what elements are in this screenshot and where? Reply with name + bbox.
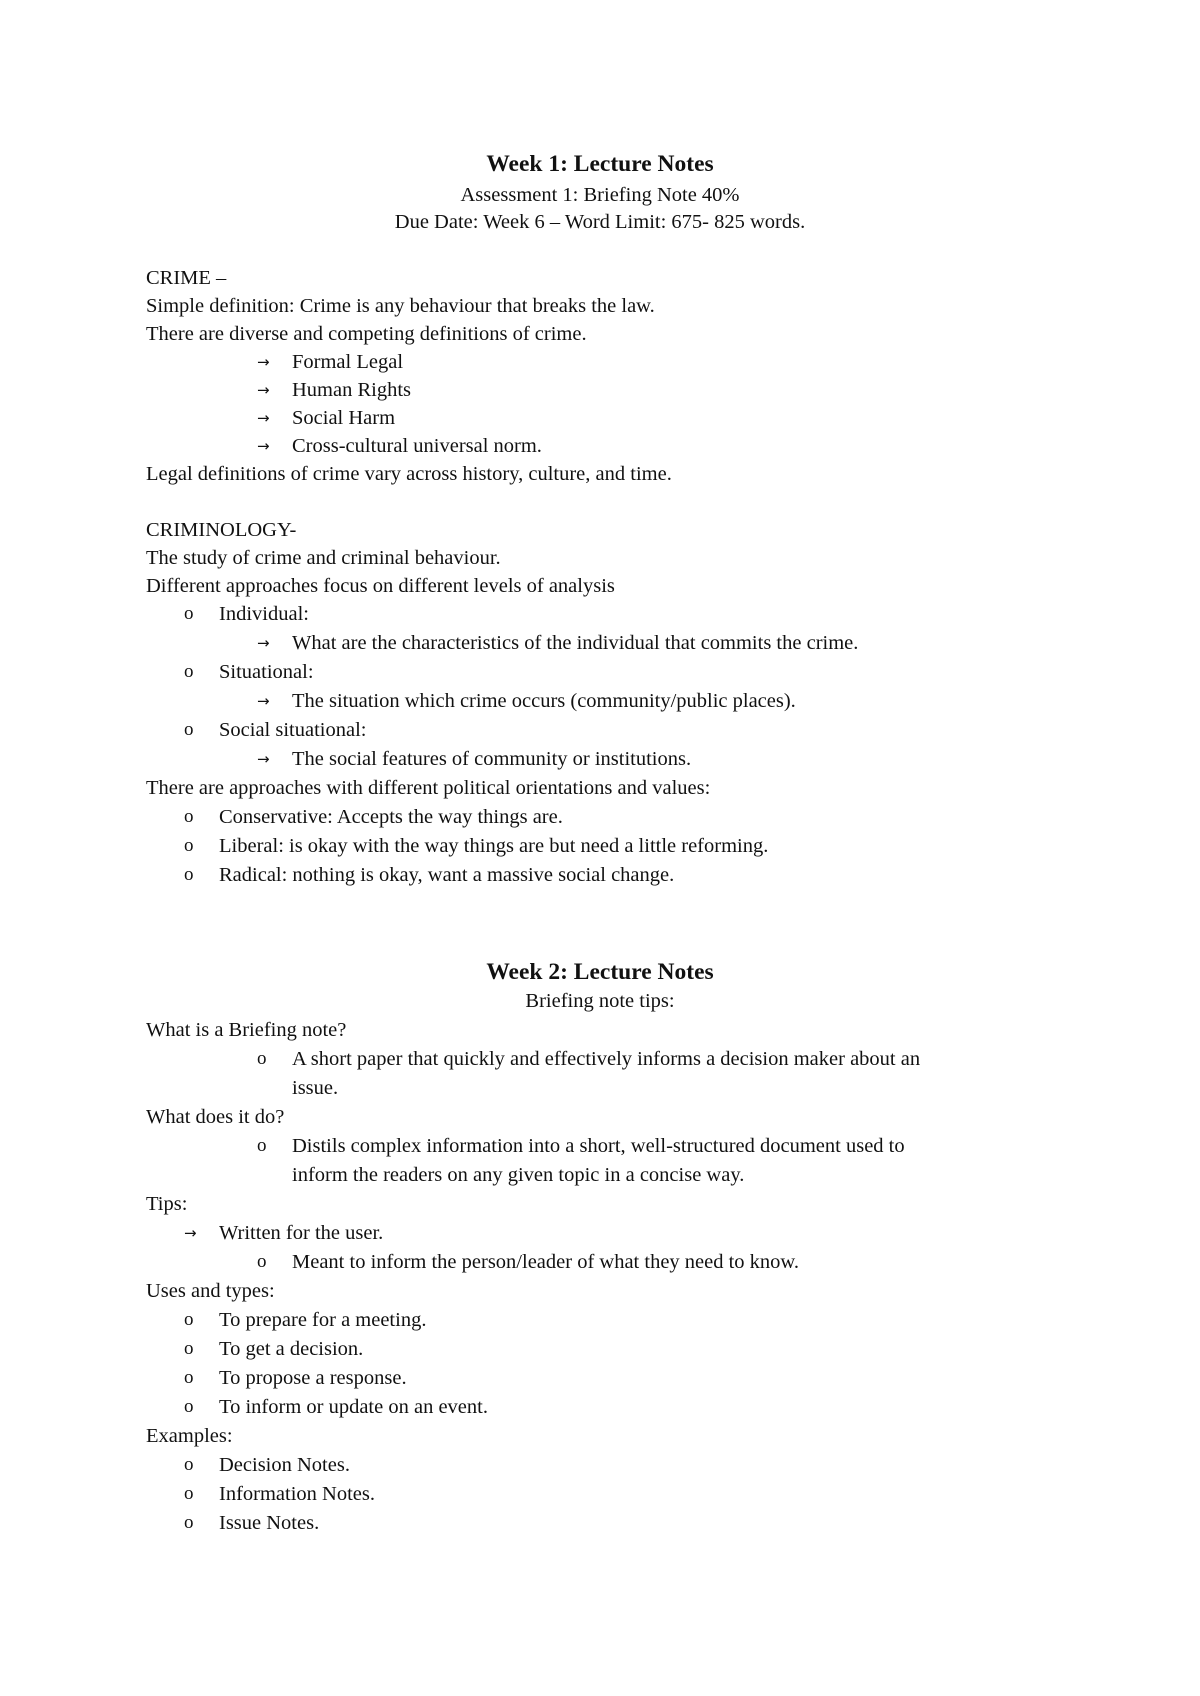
arrow-marker: → (257, 692, 270, 710)
week2-subtitle: Briefing note tips: (525, 990, 675, 1012)
tip-item: Written for the user. (219, 1222, 384, 1244)
orientation-item: Liberal: is okay with the way things are but need a little reforming. (219, 835, 769, 857)
week1-title: Week 1: Lecture Notes (486, 151, 714, 177)
purpose-question: What does it do? (146, 1106, 285, 1128)
bullet-marker: o (184, 864, 194, 885)
crime-definition-item: Cross-cultural universal norm. (292, 435, 542, 457)
crime-heading: CRIME – (146, 267, 227, 289)
bullet-marker: o (184, 1309, 194, 1330)
bullet-marker: o (257, 1048, 267, 1069)
example-item: Information Notes. (219, 1483, 375, 1505)
bullet-marker: o (184, 661, 194, 682)
analysis-level-label: Individual: (219, 603, 309, 625)
arrow-marker: → (257, 409, 270, 427)
arrow-marker: → (257, 437, 270, 455)
arrow-marker: → (184, 1224, 197, 1242)
bullet-marker: o (184, 835, 194, 856)
use-item: To inform or update on an event. (219, 1396, 488, 1418)
bullet-marker: o (184, 1483, 194, 1504)
arrow-marker: → (257, 381, 270, 399)
bullet-marker: o (257, 1251, 267, 1272)
criminology-heading: CRIMINOLOGY- (146, 519, 297, 541)
briefing-note-answer: issue. (292, 1077, 339, 1099)
crime-diverse-definitions: There are diverse and competing definitions of crime. (146, 323, 587, 345)
analysis-level-detail: The situation which crime occurs (community/public places). (292, 690, 796, 712)
tips-heading: Tips: (146, 1193, 188, 1215)
crime-definition-item: Social Harm (292, 407, 396, 429)
briefing-note-answer: A short paper that quickly and effectively informs a decision maker about an (292, 1048, 921, 1070)
week2-title: Week 2: Lecture Notes (486, 959, 714, 985)
use-item: To prepare for a meeting. (219, 1309, 427, 1331)
week1-due-date: Due Date: Week 6 – Word Limit: 675- 825 words. (394, 211, 806, 233)
analysis-level-label: Social situational: (219, 719, 367, 741)
analysis-level-detail: The social features of community or institutions. (292, 748, 692, 770)
purpose-answer: inform the readers on any given topic in a concise way. (292, 1164, 745, 1186)
analysis-level-detail: What are the characteristics of the individual that commits the crime. (292, 632, 859, 654)
arrow-marker: → (257, 750, 270, 768)
use-item: To get a decision. (219, 1338, 364, 1360)
bullet-marker: o (184, 603, 194, 624)
crime-definition-item: Formal Legal (292, 351, 404, 373)
analysis-level-label: Situational: (219, 661, 314, 683)
bullet-marker: o (184, 1396, 194, 1417)
purpose-answer: Distils complex information into a short, well-structured document used to (292, 1135, 905, 1157)
uses-heading: Uses and types: (146, 1280, 275, 1302)
approaches-intro: Different approaches focus on different levels of analysis (146, 575, 615, 597)
crime-definition-item: Human Rights (292, 379, 412, 401)
crime-definitions-vary: Legal definitions of crime vary across history, culture, and time. (146, 463, 672, 485)
use-item: To propose a response. (219, 1367, 407, 1389)
political-orientations-intro: There are approaches with different political orientations and values: (146, 777, 711, 799)
criminology-definition: The study of crime and criminal behaviour. (146, 547, 501, 569)
bullet-marker: o (184, 719, 194, 740)
example-item: Issue Notes. (219, 1512, 320, 1534)
arrow-marker: → (257, 353, 270, 371)
week1-assessment: Assessment 1: Briefing Note 40% (460, 184, 740, 206)
arrow-marker: → (257, 634, 270, 652)
briefing-note-question: What is a Briefing note? (146, 1019, 347, 1041)
orientation-item: Radical: nothing is okay, want a massive social change. (219, 864, 675, 886)
bullet-marker: o (184, 1338, 194, 1359)
orientation-item: Conservative: Accepts the way things are. (219, 806, 563, 828)
bullet-marker: o (184, 806, 194, 827)
examples-heading: Examples: (146, 1425, 233, 1447)
bullet-marker: o (257, 1135, 267, 1156)
bullet-marker: o (184, 1367, 194, 1388)
bullet-marker: o (184, 1512, 194, 1533)
bullet-marker: o (184, 1454, 194, 1475)
crime-simple-definition: Simple definition: Crime is any behaviour that breaks the law. (146, 295, 655, 317)
tip-sub-item: Meant to inform the person/leader of what they need to know. (292, 1251, 800, 1273)
example-item: Decision Notes. (219, 1454, 350, 1476)
